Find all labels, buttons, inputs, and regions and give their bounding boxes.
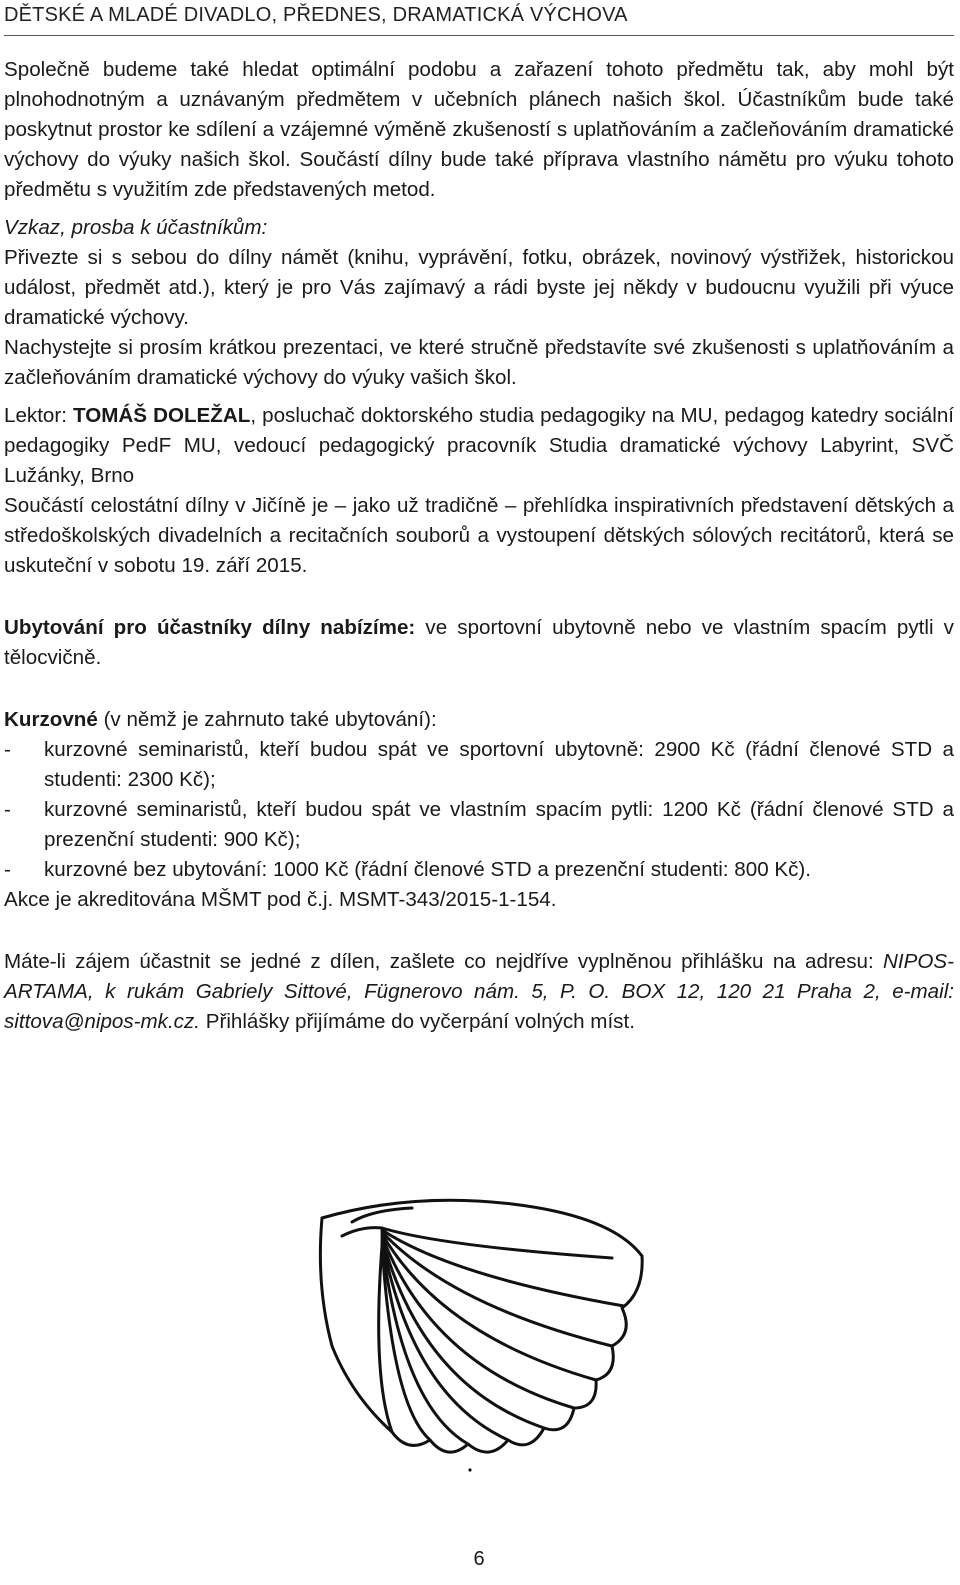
fee-item-text: kurzovné bez ubytování: 1000 Kč (řádní členové STD a prezenční studenti: 800 Kč). [44, 858, 811, 881]
accommodation-text: ve sportovní ubytovně nebo ve vlastním spacím pytli v tělocvičně. [4, 616, 954, 669]
list-item [4, 855, 954, 885]
scallop-shell-icon [312, 1196, 652, 1476]
list-dash: - [4, 858, 11, 881]
showcase-paragraph: Součástí celostátní dílny v Jičíně je – jako už tradičně – přehlídka inspirativních představení dětských a středoškolských divadelních a recitačních souborů a vystoupení dětských sólových recitátorů, která se uskuteční v sobotu 19. září 2015. [4, 494, 954, 577]
list-dash: - [4, 798, 11, 821]
fees-heading [4, 705, 954, 735]
document-body [4, 55, 954, 1037]
accreditation-line: Akce je akreditována MŠMT pod č.j. MSMT-343/2015-1-154. [4, 888, 557, 911]
page-number: 6 [473, 1548, 485, 1570]
list-dash: - [4, 738, 11, 761]
message-paragraph-2: Nachystejte si prosím krátkou prezentaci, ve které stručně představíte své zkušenosti s uplatňováním a začleňováním dramatické výchovy do výuky vašich škol. [4, 336, 954, 389]
lecturer-label: Lektor: [4, 404, 67, 427]
list-item [4, 795, 954, 855]
fee-item-text: kurzovné seminaristů, kteří budou spát ve vlastním spacím pytli: 1200 Kč (řádní členové STD a prezenční studenti: 900 Kč); [44, 798, 954, 851]
intro-paragraph: Společně budeme také hledat optimální podobu a zařazení tohoto předmětu tak, aby mohl být plnohodnotným a uznávaným předmětem v učebních plánech našich škol. Účastníkům bude také poskytnut prostor ke sdílení a vzájemné výměně zkušeností s uplatňováním a začleňováním dramatické výchovy do výuky našich škol. Součástí dílny bude také příprava vlastního námětu pro výuku tohoto předmětu s využitím zde představených metod. [4, 58, 954, 201]
application-paragraph [4, 947, 954, 1037]
message-heading: Vzkaz, prosba k účastníkům: [4, 216, 268, 239]
message-paragraph-1: Přivezte si s sebou do dílny námět (knihu, vyprávění, fotku, obrázek, novinový výstřižek, historickou událost, předmět atd.), který je pro Vás zajímavý a rádi byste jej někdy v budoucnu využili při výuce dramatické výchovy. [4, 246, 954, 329]
fee-item-text: kurzovné seminaristů, kteří budou spát ve sportovní ubytovně: 2900 Kč (řádní členové STD a studenti: 2300 Kč); [44, 738, 954, 791]
application-tail: Přihlášky přijímáme do vyčerpání volných míst. [200, 1010, 635, 1033]
list-item [4, 735, 954, 795]
section-header: DĚTSKÉ A MLADÉ DIVADLO, PŘEDNES, DRAMATICKÁ VÝCHOVA [4, 4, 954, 36]
fees-list [4, 735, 954, 885]
fees-label-note: (v němž je zahrnuto také ubytování): [97, 708, 437, 731]
fees-label: Kurzovné [4, 708, 98, 731]
application-address: NIPOS-ARTAMA, k rukám Gabriely Sittové, Fügnerovo nám. 5, P. O. BOX 12, 120 21 Praha 2, e-mail: sittova@nipos-mk.cz. [4, 950, 954, 1033]
accommodation-paragraph [4, 613, 954, 673]
lecturer-name: TOMÁŠ DOLEŽAL [73, 404, 251, 427]
accommodation-label: Ubytování pro účastníky dílny nabízíme: [4, 616, 416, 639]
lecturer-paragraph [4, 401, 954, 491]
application-lead: Máte-li zájem účastnit se jedné z dílen, zašlete co nejdříve vyplněnou přihlášku na adresu: [4, 950, 884, 973]
lecturer-description: , posluchač doktorského studia pedagogiky na MU, pedagog katedry sociální pedagogiky PedF MU, vedoucí pedagogický pracovník Studia dramatické výchovy Labyrint, SVČ Lužánky, Brno [4, 404, 954, 487]
